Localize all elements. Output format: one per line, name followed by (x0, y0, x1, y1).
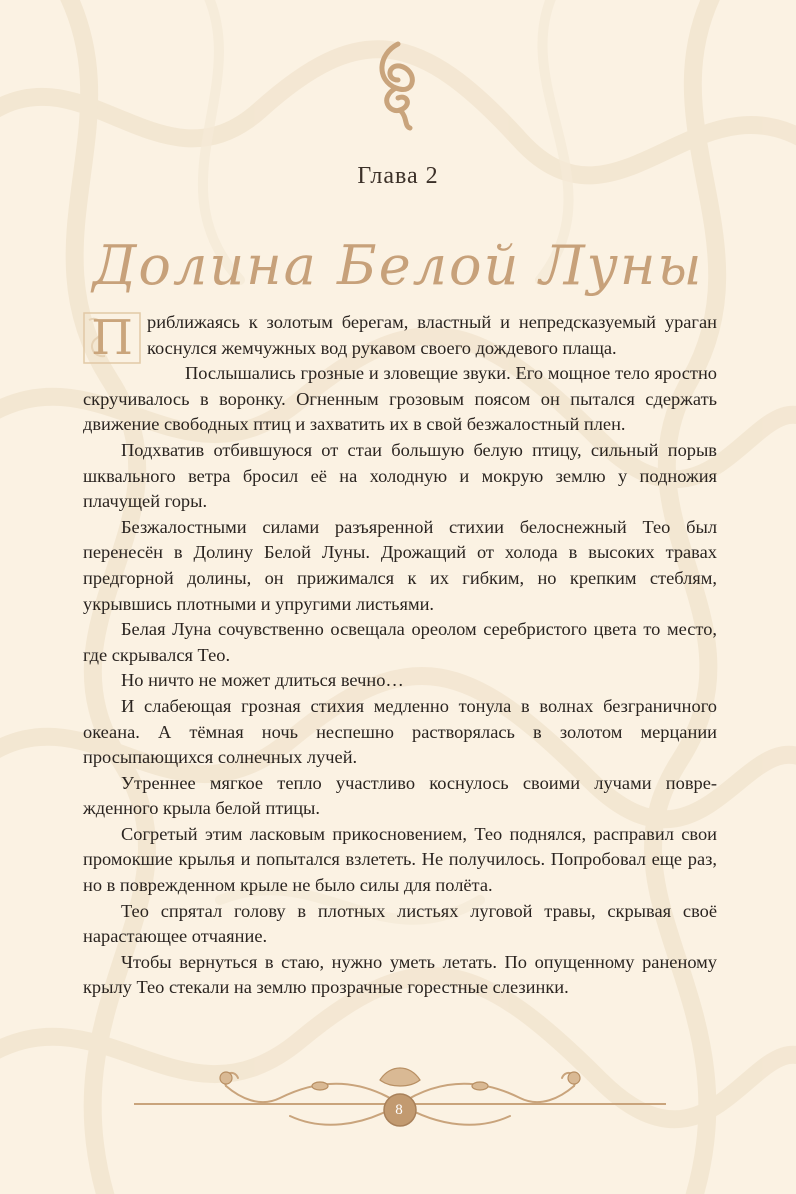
paragraph-1-text: риближаясь к золотым берегам, властный и непредсказуемый ураган коснулся жемчужных вод рукавом своего дождевого плаща. (147, 312, 717, 358)
paragraph-7: И слабеющая грозная стихия медленно тонула в волнах безграничного океана. А тёмная ночь неспешно растворялась в золотом мерцании просыпающихся солнечных лучей. (83, 695, 717, 768)
chapter-emblem-icon (368, 40, 428, 132)
chapter-text (83, 310, 717, 1001)
floral-ornament-icon (130, 1058, 670, 1138)
paragraph-5: Белая Луна сочувственно освещала ореолом серебристого цвета то место, где скрывался Тео. (83, 619, 717, 665)
paragraph-8: Утреннее мягкое тепло участливо коснулось своими лучами поврежденного крыла белой птицы. (83, 772, 717, 819)
paragraph-4: Безжалостными силами разъяренной стихии белоснежный Тео был перенесён в Долину Белой Луны. Дрожащий от холода в высоких травах предгорной долины, он прижимался к их гибким, но крепким стеблям, укрывшись плотными и упругими листьями. (83, 516, 717, 614)
chapter-label: Глава 2 (357, 163, 439, 189)
dropcap-letter: П (91, 310, 133, 366)
dropcap (83, 312, 141, 364)
paragraph-9: Согретый этим ласковым прикосновением, Тео поднялся, расправил свои промокшие крылья и попытался взлететь. Не получилось. Попробовал еще раз, но в поврежденном крыле не было силы для полёта. (83, 823, 717, 896)
paragraph-3: Подхватив отбившуюся от стаи большую белую птицу, сильный порыв шквального ветра бросил её на холодную и мокрую землю у подножия плачущей горы. (83, 439, 717, 512)
paragraph-1 (83, 310, 717, 366)
paragraph-2: Послышались грозные и зловещие звуки. Его мощное тело яростно скручивалось в воронку. Огненным грозовым поясом он пытался сдержать движение свободных птиц и захватить их в свой безжалостный плен. (83, 363, 717, 435)
page-number: 8 (395, 1102, 403, 1118)
paragraph-11: Чтобы вернуться в стаю, нужно уметь летать. По опущенному раненому крылу Тео стекали на землю прозрачные горестные слезинки. (83, 951, 717, 998)
paragraph-10: Тео спрятал голову в плотных листьях луговой травы, скрывая своё нарастающее отчаяние. (83, 900, 717, 947)
chapter-title: Долина Белой Луны (92, 234, 704, 297)
paragraph-6: Но ничто не может длиться вечно… (121, 670, 404, 691)
